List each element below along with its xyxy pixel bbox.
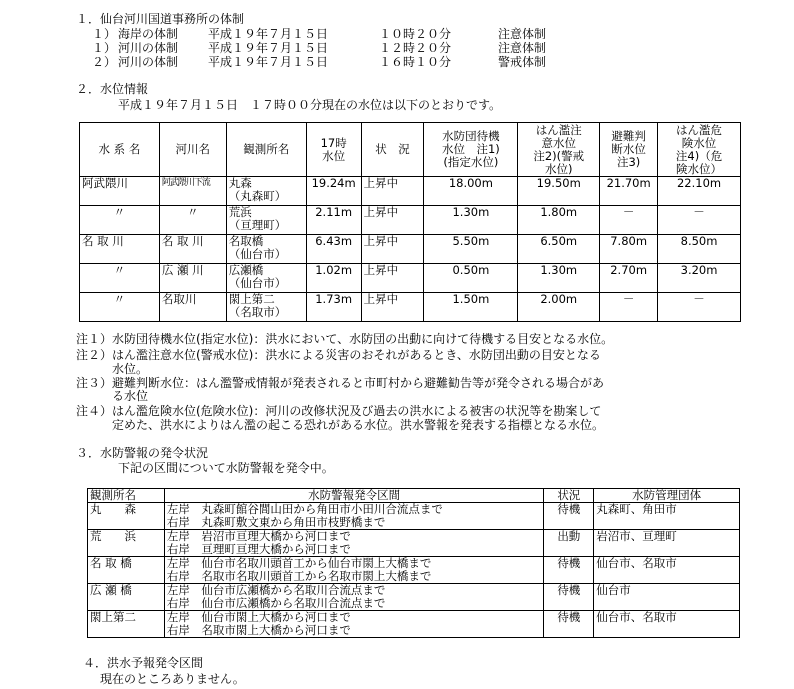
table-cell-station: 広瀬橋 （仙台市） xyxy=(226,264,306,293)
table-cell-status: 上昇中 xyxy=(361,293,424,322)
table-cell-system: 名 取 川 xyxy=(80,235,160,264)
warning-section-line: 左岸 仙台市名取川頭首工から仙台市閖上大橋まで xyxy=(166,556,432,570)
table-cell-level: 1.73m xyxy=(306,293,361,322)
warning-header-cell: 状況 xyxy=(544,489,594,503)
table-cell-evac: 2.70m xyxy=(600,264,658,293)
warning-section-line: 右岸 名取市名取川頭首工から名取市閖上大橋まで xyxy=(166,569,432,583)
note-line: 注４）はん濫危険水位(危険水位)：河川の改修状況及び過去の洪水による被害の状況等を勘案して xyxy=(76,404,602,418)
table-cell-danger: 3.20m xyxy=(658,264,741,293)
table-cell-evac: － xyxy=(600,293,658,322)
water-level-table xyxy=(79,122,741,322)
table-cell-danger: － xyxy=(658,293,741,322)
table-row xyxy=(80,177,741,206)
table-header-cell: 水防団待機 水位 注1) (指定水位) xyxy=(424,123,518,177)
table-cell-evac: 21.70m xyxy=(600,177,658,206)
warning-station: 名 取 橋 xyxy=(88,557,165,584)
section3-title: ３．水防警報の発令状況 xyxy=(76,446,209,460)
section1-line-status: 注意体制 xyxy=(498,41,547,55)
warning-section xyxy=(164,530,544,557)
table-header-cell: 17時 水位 xyxy=(306,123,361,177)
warning-table-header xyxy=(88,489,740,503)
warning-status: 待機 xyxy=(544,503,594,530)
table-header-cell: はん濫危 険水位 注4)（危 険水位） xyxy=(658,123,741,177)
warning-body: 丸森町、角田市 xyxy=(594,503,740,530)
table-cell-river: 名取川 xyxy=(159,293,226,322)
table-cell-station: 丸森 （丸森町） xyxy=(226,177,306,206)
warning-body: 仙台市、名取市 xyxy=(594,611,740,638)
section4-title: ４．洪水予報発令区間 xyxy=(83,656,204,670)
table-cell-level: 2.11m xyxy=(306,206,361,235)
table-cell-standby: 1.30m xyxy=(424,206,518,235)
section4-text: 現在のところありません。 xyxy=(100,672,245,686)
section3-intro: 下記の区間について水防警報を発令中。 xyxy=(118,461,334,475)
table-header-cell: 観測所名 xyxy=(226,123,306,177)
table-cell-river: 〃 xyxy=(159,206,226,235)
warning-section-line: 左岸 仙台市閖上大橋から河口まで xyxy=(166,610,351,624)
section1-line-label: 河川の体制 xyxy=(118,41,179,55)
warning-header-cell: 水防管理団体 xyxy=(594,489,740,503)
warning-row xyxy=(88,584,740,611)
table-cell-river: 阿武隈川下流 xyxy=(159,177,226,206)
table-cell-river: 名 取 川 xyxy=(159,235,226,264)
table-row xyxy=(80,235,741,264)
table-cell-system: 〃 xyxy=(80,293,160,322)
warning-section xyxy=(164,503,544,530)
table-cell-evac: 7.80m xyxy=(600,235,658,264)
table-cell-caution: 2.00m xyxy=(518,293,600,322)
table-cell-danger: 22.10m xyxy=(658,177,741,206)
warning-section-line: 左岸 仙台市広瀬橋から名取川合流点まで xyxy=(166,583,386,597)
warning-body: 仙台市、名取市 xyxy=(594,557,740,584)
warning-station: 丸 森 xyxy=(88,503,165,530)
warning-row xyxy=(88,557,740,584)
table-cell-system: 〃 xyxy=(80,206,160,235)
note-line: 注３）避難判断水位：はん濫警戒情報が発表されると市町村から避難勧告等が発令される場合があ xyxy=(76,376,605,390)
warning-section-line: 左岸 丸森町館谷閭山田から角田市小田川合流点まで xyxy=(166,502,443,516)
section1-line-label: 河川の体制 xyxy=(118,55,179,69)
section1-line-time: １２時２０分 xyxy=(379,41,452,55)
table-header-cell: 状 況 xyxy=(361,123,424,177)
warning-station: 荒 浜 xyxy=(88,530,165,557)
section1-title: １．仙台河川国道事務所の体制 xyxy=(76,12,245,26)
warning-row xyxy=(88,503,740,530)
table-cell-evac: － xyxy=(600,206,658,235)
table-header-cell: 水 系 名 xyxy=(80,123,160,177)
table-cell-standby: 1.50m xyxy=(424,293,518,322)
warning-status: 出動 xyxy=(544,530,594,557)
warning-station: 広 瀬 橋 xyxy=(88,584,165,611)
warning-section-line: 右岸 亘理町亘理大橋から河口まで xyxy=(166,542,351,556)
table-row xyxy=(80,293,741,322)
warning-section-line: 右岸 名取市閖上大橋から河口まで xyxy=(166,623,351,637)
warning-station: 閖上第二 xyxy=(88,611,165,638)
section1-line-no: ２） xyxy=(92,55,117,69)
note-line: 注１）水防団待機水位(指定水位)：洪水において、水防団の出動に向けて待機する目安となる水位。 xyxy=(76,332,614,346)
warning-section-line: 右岸 丸森町敷文東から角田市枝野橋まで xyxy=(166,515,386,529)
note-line: 定めた、洪水によりはん濫の起こる恐れがある水位。洪水警報を発表する指標となる水位。 xyxy=(76,418,605,432)
table-cell-status: 上昇中 xyxy=(361,177,424,206)
warning-header-cell: 水防警報発令区間 xyxy=(164,489,544,503)
section1-line-status: 注意体制 xyxy=(498,27,547,41)
warning-row xyxy=(88,611,740,638)
warning-status: 待機 xyxy=(544,584,594,611)
flood-warning-table xyxy=(87,488,740,638)
table-cell-status: 上昇中 xyxy=(361,235,424,264)
warning-section-line: 右岸 仙台市広瀬橋から名取川合流点まで xyxy=(166,596,386,610)
table-cell-danger: － xyxy=(658,206,741,235)
table-cell-caution: 19.50m xyxy=(518,177,600,206)
warning-body: 岩沼市、亘理町 xyxy=(594,530,740,557)
section1-line-time: １０時２０分 xyxy=(379,27,452,41)
section1-line-label: 海岸の体制 xyxy=(118,27,179,41)
section2-intro: 平成１９年７月１５日 １７時００分現在の水位は以下のとおりです。 xyxy=(118,98,502,112)
section1-line-status: 警戒体制 xyxy=(498,55,547,69)
note-line: 水位。 xyxy=(76,362,149,376)
section1-line-time: １６時１０分 xyxy=(379,55,452,69)
section1-line-date: 平成１９年７月１５日 xyxy=(208,41,329,55)
warning-section xyxy=(164,584,544,611)
table-cell-status: 上昇中 xyxy=(361,206,424,235)
warning-row xyxy=(88,530,740,557)
table-cell-standby: 5.50m xyxy=(424,235,518,264)
table-header-cell: 河川名 xyxy=(159,123,226,177)
table-cell-station: 閖上第二 （名取市） xyxy=(226,293,306,322)
warning-status: 待機 xyxy=(544,611,594,638)
table-header-cell: はん濫注 意水位 注2)(警戒 水位) xyxy=(518,123,600,177)
table-cell-status: 上昇中 xyxy=(361,264,424,293)
table-cell-station: 荒浜 （亘理町） xyxy=(226,206,306,235)
warning-body: 仙台市 xyxy=(594,584,740,611)
warning-section-line: 左岸 岩沼市亘理大橋から河口まで xyxy=(166,529,351,543)
table-cell-level: 6.43m xyxy=(306,235,361,264)
section1-line-no: １） xyxy=(92,27,117,41)
table-cell-standby: 0.50m xyxy=(424,264,518,293)
warning-section xyxy=(164,611,544,638)
table-header-cell: 避難判 断水位 注3) xyxy=(600,123,658,177)
table-cell-level: 19.24m xyxy=(306,177,361,206)
warning-status: 待機 xyxy=(544,557,594,584)
table-cell-system: 阿武隈川 xyxy=(80,177,160,206)
warning-section xyxy=(164,557,544,584)
table-cell-caution: 1.30m xyxy=(518,264,600,293)
table-cell-river: 広 瀬 川 xyxy=(159,264,226,293)
section1-line-date: 平成１９年７月１５日 xyxy=(208,27,329,41)
table-row xyxy=(80,264,741,293)
table-cell-standby: 18.00m xyxy=(424,177,518,206)
table-row xyxy=(80,206,741,235)
table-cell-level: 1.02m xyxy=(306,264,361,293)
section2-title: ２．水位情報 xyxy=(76,82,149,96)
section1-line-no: １） xyxy=(92,41,117,55)
table-cell-caution: 1.80m xyxy=(518,206,600,235)
table-cell-caution: 6.50m xyxy=(518,235,600,264)
warning-header-cell: 観測所名 xyxy=(88,489,165,503)
note-line: 注２）はん濫注意水位(警戒水位)：洪水による災害のおそれがあるとき、水防団出動の目安となる xyxy=(76,348,601,362)
table-cell-danger: 8.50m xyxy=(658,235,741,264)
note-line: る水位 xyxy=(76,389,149,403)
table-cell-system: 〃 xyxy=(80,264,160,293)
table-cell-station: 名取橋 （仙台市） xyxy=(226,235,306,264)
section1-line-date: 平成１９年７月１５日 xyxy=(208,55,329,69)
